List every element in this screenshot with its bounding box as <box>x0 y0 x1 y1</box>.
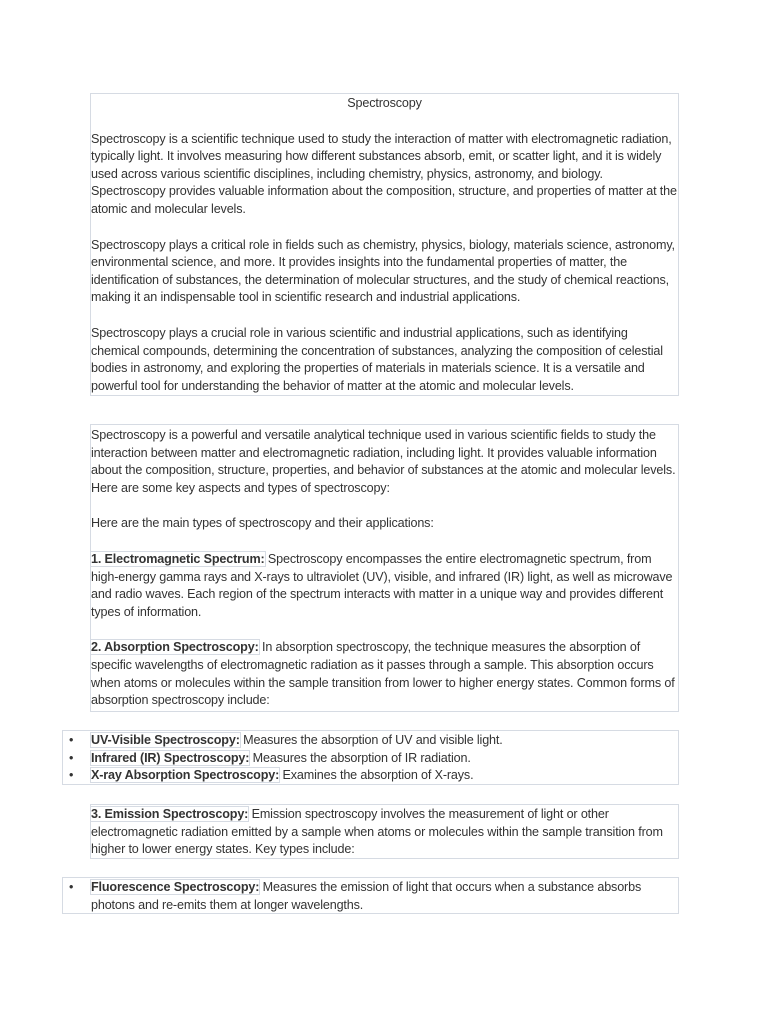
term-description: Examines the absorption of X-rays. <box>279 768 474 783</box>
paragraph: Spectroscopy is a scientific technique used to study the interaction of matter with electromagnetic radiation, typically light. It involves measuring how different substances absorb, emit, or scatter light, and it is widely used across various scientific disciplines, including chemistry, physics, astronomy, and biology. Spectroscopy provides valuable information about the composition, structure, and properties of matter at the atomic and molecular levels. <box>91 131 677 216</box>
types-section <box>90 424 679 712</box>
term-description: Measures the emission of light that occurs when a substance absorbs photons and re-emits them at longer wavelengths. <box>91 880 642 912</box>
emission-spectroscopy-paragraph <box>91 806 678 859</box>
term-description: Measures the absorption of UV and visible light. <box>239 733 503 747</box>
absorption-spectroscopy-paragraph <box>91 639 678 709</box>
bullet-icon: • <box>69 733 74 747</box>
bullet-icon: • <box>69 750 74 765</box>
emission-section <box>90 804 679 859</box>
paragraph: Spectroscopy plays a crucial role in various scientific and industrial applications, such as identifying chemical compounds, determining the concentration of substances, analyzing the composition of celestial bodies in astronomy, and exploring the properties of materials in materials science. It is a versatile and powerful tool for understanding the behavior of matter at the atomic and molecular levels. <box>91 325 663 393</box>
bullet-icon: • <box>69 768 74 783</box>
term-description: In absorption spectroscopy, the technique measures the absorption of specific wavelengths of electromagnetic radiation as it passes through a sample. This absorption occurs when atoms or molecules within the sample transition from lower to higher energy states. Common forms of absorption spectroscopy include: <box>91 640 675 708</box>
term-label: UV-Visible Spectroscopy: <box>91 733 240 747</box>
emission-list <box>62 877 679 914</box>
term-description: Measures the absorption of IR radiation. <box>249 750 471 765</box>
electromagnetic-spectrum-paragraph <box>91 551 678 621</box>
paragraph: Spectroscopy is a powerful and versatile analytical technique used in various scientific fields to study the interaction between matter and electromagnetic radiation, including light. It provides valuable information about the composition, structure, properties, and behavior of substances at the atomic and molecular levels. Here are some key aspects and types of spectroscopy: <box>91 428 676 495</box>
absorption-list <box>62 730 679 785</box>
term-label: 3. Emission Spectroscopy: <box>91 807 249 821</box>
list-item <box>63 750 678 768</box>
term-label: 1. Electromagnetic Spectrum: <box>91 551 265 566</box>
list-item <box>63 767 678 785</box>
intro-section <box>90 93 679 396</box>
term-description: Emission spectroscopy involves the measurement of light or other electromagnetic radiation emitted by a sample when atoms or molecules within the sample transition from higher to lower energy states. Key types include: <box>91 807 663 857</box>
term-description: Spectroscopy encompasses the entire electromagnetic spectrum, from high-energy gamma rays and X-rays to ultraviolet (UV), visible, and infrared (IR) light, as well as microwave and radio waves. Each region of the spectrum interacts with matter in a unique way and provides different types of information. <box>91 551 673 619</box>
term-label: Infrared (IR) Spectroscopy: <box>91 750 250 765</box>
bullet-icon: • <box>69 880 74 894</box>
document-title: Spectroscopy <box>347 96 422 110</box>
term-label: 2. Absorption Spectroscopy: <box>91 640 259 655</box>
list-item <box>63 732 678 750</box>
paragraph: Spectroscopy plays a critical role in fields such as chemistry, physics, biology, materials science, astronomy, environmental science, and more. It provides insights into the fundamental properties of matter, the identification of substances, the determination of molecular structures, and the study of chemical reactions, making it an indispensable tool in scientific research and industrial applications. <box>91 237 675 305</box>
term-label: X-ray Absorption Spectroscopy: <box>91 768 280 783</box>
paragraph: Here are the main types of spectroscopy and their applications: <box>91 516 434 531</box>
list-item <box>63 879 678 914</box>
term-label: Fluorescence Spectroscopy: <box>91 880 260 894</box>
